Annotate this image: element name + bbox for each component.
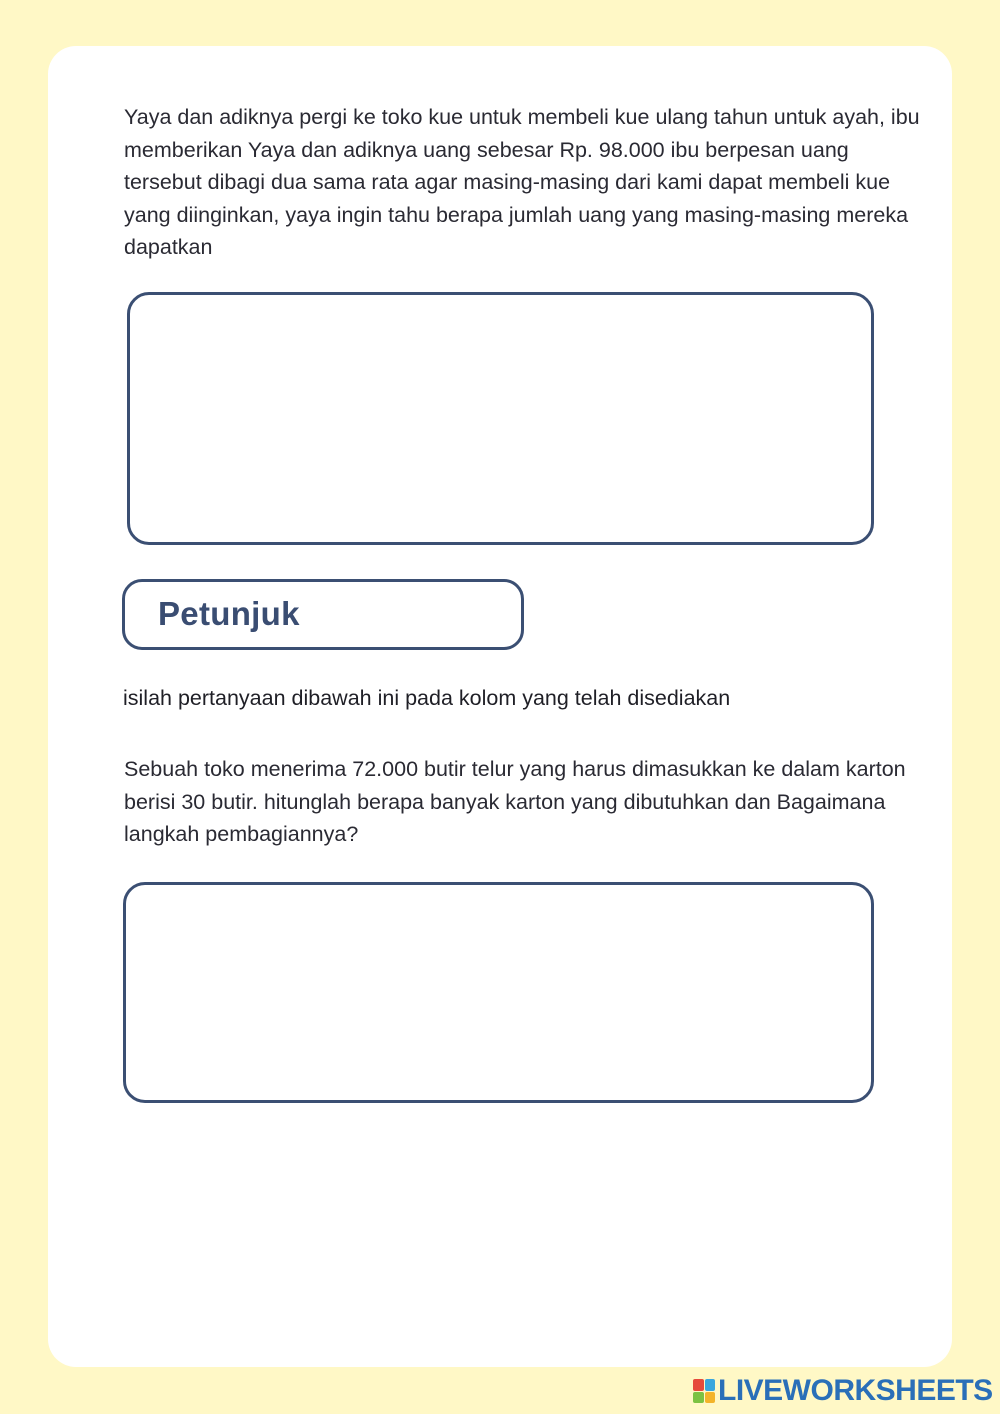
- answer-2-input[interactable]: [123, 882, 874, 1103]
- section-title: Petunjuk: [158, 595, 300, 632]
- answer-1-input[interactable]: [127, 292, 874, 545]
- question-2-text: Sebuah toko menerima 72.000 butir telur yang harus dimasukkan ke dalam karton berisi 30 butir. hitunglah berapa banyak karton yang dibutuhkan dan Bagaimana langkah pembagiannya?: [124, 757, 906, 846]
- instruction-text: isilah pertanyaan dibawah ini pada kolom yang telah disediakan: [123, 686, 731, 710]
- petunjuk-header: [122, 579, 524, 650]
- question-1-text: Yaya dan adiknya pergi ke toko kue untuk membeli kue ulang tahun untuk ayah, ibu memberikan Yaya dan adiknya uang sebesar Rp. 98.000 ibu berpesan uang tersebut dibagi dua sama rata agar masing-masing dari kami dapat membeli kue yang diinginkan, yaya ingin tahu berapa jumlah uang yang masing-masing mereka dapatkan: [124, 105, 920, 259]
- liveworksheets-watermark[interactable]: [693, 1376, 993, 1406]
- liveworksheets-logo-icon: [693, 1379, 715, 1403]
- watermark-text: LIVEWORKSHEETS: [718, 1374, 993, 1407]
